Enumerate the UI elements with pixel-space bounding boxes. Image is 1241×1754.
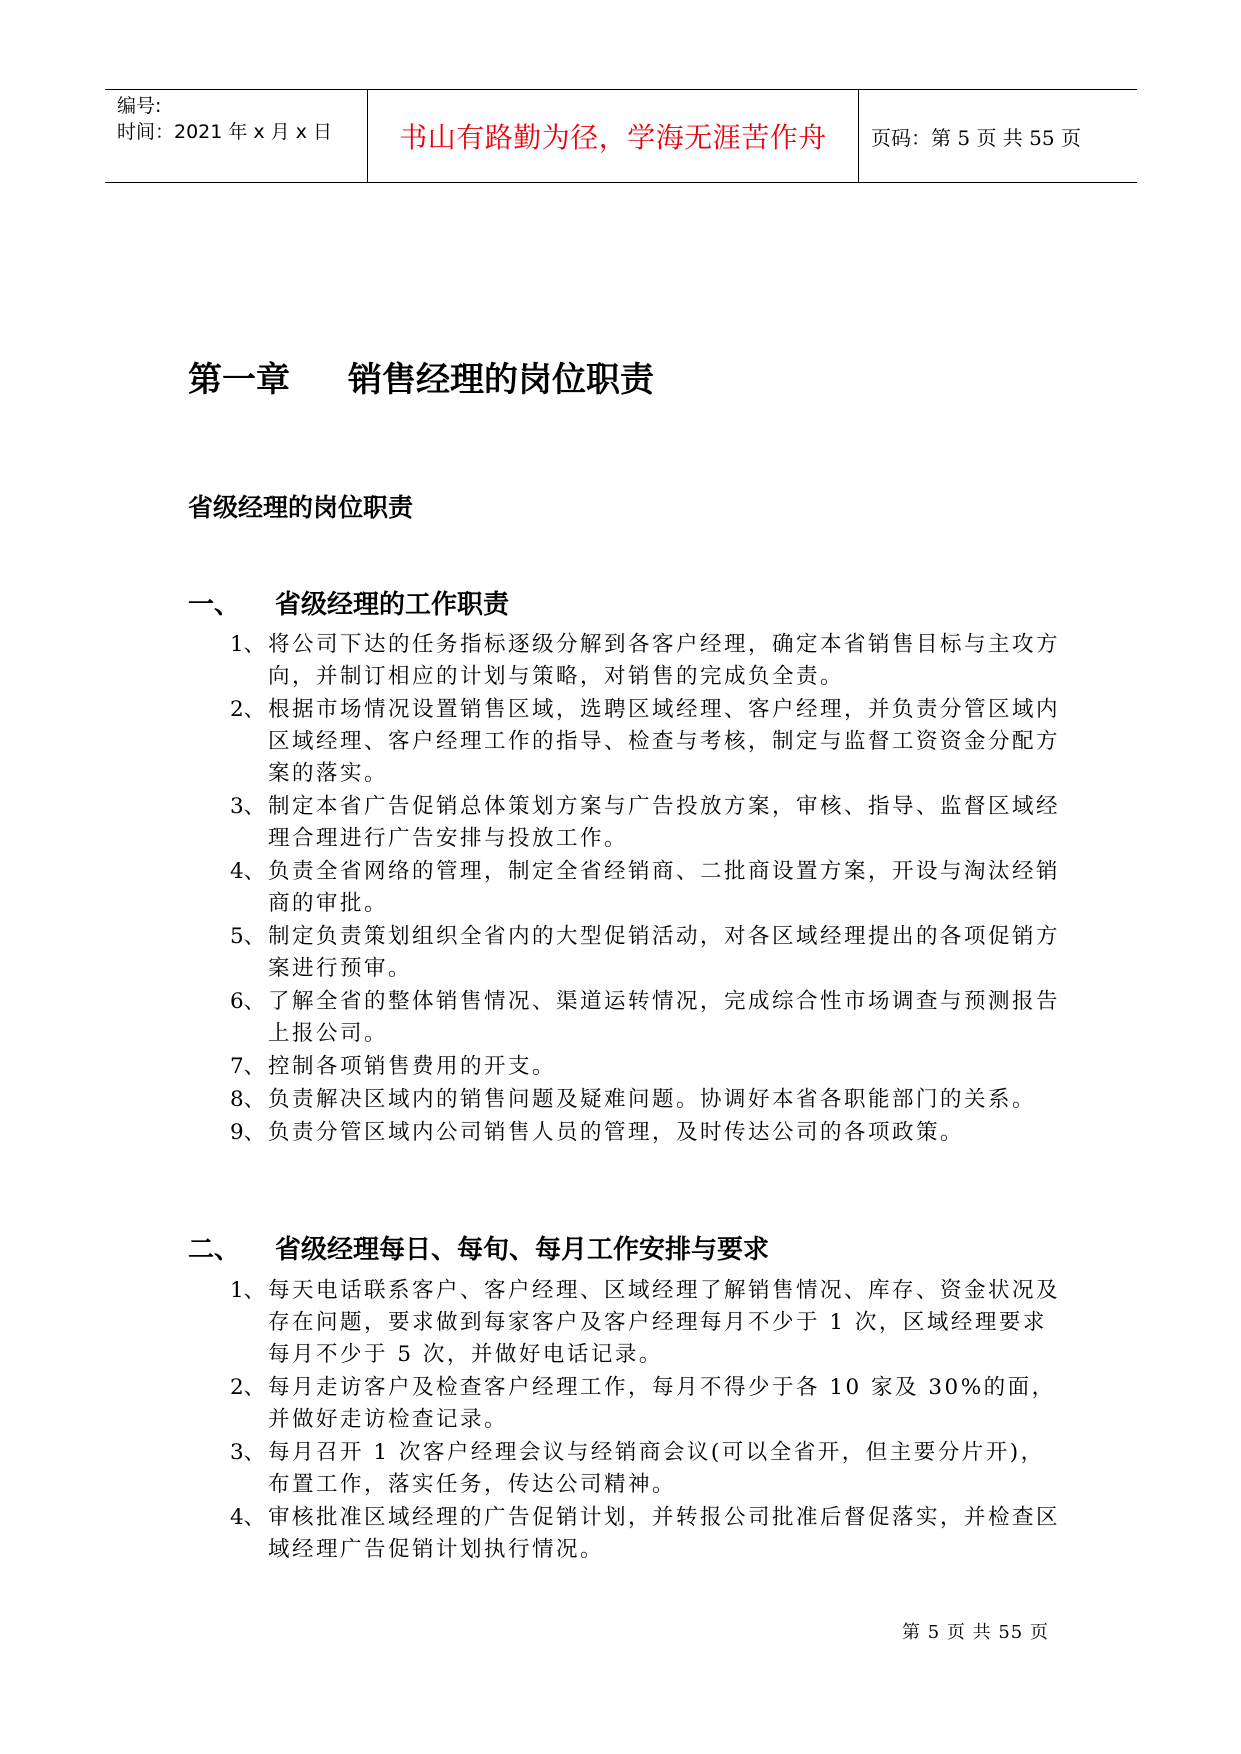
list-item-number: 2、 bbox=[230, 697, 266, 722]
list-item bbox=[230, 629, 1060, 693]
list-item-text: 制定本省广告促销总体策划方案与广告投放方案，审核、指导、监督区域经理合理进行广告安排与投放工作。 bbox=[268, 794, 1061, 851]
list-item bbox=[230, 1437, 1060, 1501]
section-2-title: 省级经理每日、每旬、每月工作安排与要求 bbox=[275, 1235, 770, 1265]
chapter-heading bbox=[188, 352, 654, 401]
list-item-text: 将公司下达的任务指标逐级分解到各客户经理，确定本省销售目标与主攻方向，并制订相应的计划与策略，对销售的完成负全责。 bbox=[268, 632, 1061, 689]
list-item-text: 审核批准区域经理的广告促销计划，并转报公司批准后督促落实，并检查区域经理广告促销计划执行情况。 bbox=[268, 1505, 1061, 1562]
list-item-number: 7、 bbox=[230, 1054, 266, 1079]
section-1-heading bbox=[188, 584, 509, 621]
list-item-number: 1、 bbox=[230, 1278, 266, 1303]
chapter-title: 销售经理的岗位职责 bbox=[348, 360, 654, 400]
page-header bbox=[105, 89, 1137, 183]
section-1-title: 省级经理的工作职责 bbox=[275, 590, 510, 620]
list-item-number: 1、 bbox=[230, 632, 266, 657]
list-item bbox=[230, 791, 1060, 855]
list-item-text: 制定负责策划组织全省内的大型促销活动，对各区域经理提出的各项促销方案进行预审。 bbox=[268, 924, 1061, 981]
document-time-label: 时间：2021 年 x 月 x 日 bbox=[117, 121, 333, 143]
page-footer: 第 5 页 共 55 页 bbox=[902, 1622, 1049, 1643]
list-item bbox=[230, 694, 1060, 790]
list-item-text: 根据市场情况设置销售区域，选聘区域经理、客户经理，并负责分管区域内区域经理、客户经理工作的指导、检查与考核，制定与监督工资资金分配方案的落实。 bbox=[268, 697, 1061, 786]
list-item-number: 6、 bbox=[230, 989, 266, 1014]
list-item-number: 5、 bbox=[230, 924, 266, 949]
header-motto: 书山有路勤为径，学海无涯苦作舟 bbox=[399, 121, 827, 154]
section-2-list bbox=[230, 1275, 1060, 1567]
header-page-cell bbox=[859, 90, 1137, 182]
list-item bbox=[230, 986, 1060, 1050]
list-item bbox=[230, 1084, 1060, 1116]
list-item-number: 4、 bbox=[230, 859, 266, 884]
list-item bbox=[230, 1117, 1060, 1149]
list-item-text: 控制各项销售费用的开支。 bbox=[268, 1054, 557, 1079]
list-item-number: 9、 bbox=[230, 1120, 266, 1145]
list-item-text: 负责全省网络的管理，制定全省经销商、二批商设置方案，开设与淘汰经销商的审批。 bbox=[268, 859, 1061, 916]
list-item-number: 8、 bbox=[230, 1087, 266, 1112]
list-item bbox=[230, 1502, 1060, 1566]
header-page-info: 页码：第 5 页 共 55 页 bbox=[871, 126, 1081, 150]
list-item-text: 每月走访客户及检查客户经理工作，每月不得少于各 10 家及 30%的面，并做好走访检查记录。 bbox=[268, 1375, 1056, 1432]
list-item bbox=[230, 856, 1060, 920]
header-meta-cell bbox=[105, 90, 368, 182]
list-item bbox=[230, 921, 1060, 985]
section-subtitle: 省级经理的岗位职责 bbox=[188, 493, 414, 522]
list-item-number: 3、 bbox=[230, 794, 266, 819]
chapter-label: 第一章 bbox=[188, 360, 290, 400]
list-item-number: 3、 bbox=[230, 1440, 266, 1465]
list-item bbox=[230, 1051, 1060, 1083]
list-item-text: 了解全省的整体销售情况、渠道运转情况，完成综合性市场调查与预测报告上报公司。 bbox=[268, 989, 1061, 1046]
section-1-number: 一、 bbox=[188, 590, 241, 620]
list-item bbox=[230, 1275, 1060, 1371]
list-item-number: 2、 bbox=[230, 1375, 266, 1400]
section-1-list bbox=[230, 629, 1060, 1150]
list-item bbox=[230, 1372, 1060, 1436]
section-2-number: 二、 bbox=[188, 1235, 241, 1265]
list-item-text: 负责分管区域内公司销售人员的管理，及时传达公司的各项政策。 bbox=[268, 1120, 965, 1145]
list-item-number: 4、 bbox=[230, 1505, 266, 1530]
document-number-label: 编号: bbox=[117, 95, 162, 117]
list-item-text: 每月召开 1 次客户经理会议与经销商会议(可以全省开，但主要分片开)，布置工作，落实任务，传达公司精神。 bbox=[268, 1440, 1045, 1497]
list-item-text: 每天电话联系客户、客户经理、区域经理了解销售情况、库存、资金状况及存在问题，要求做到每家客户及客户经理每月不少于 1 次，区域经理要求每月不少于 5 次，并做好电话记录。 bbox=[268, 1278, 1061, 1367]
section-2-heading bbox=[188, 1229, 769, 1266]
list-item-text: 负责解决区域内的销售问题及疑难问题。协调好本省各职能部门的关系。 bbox=[268, 1087, 1037, 1112]
header-motto-cell bbox=[368, 90, 859, 182]
